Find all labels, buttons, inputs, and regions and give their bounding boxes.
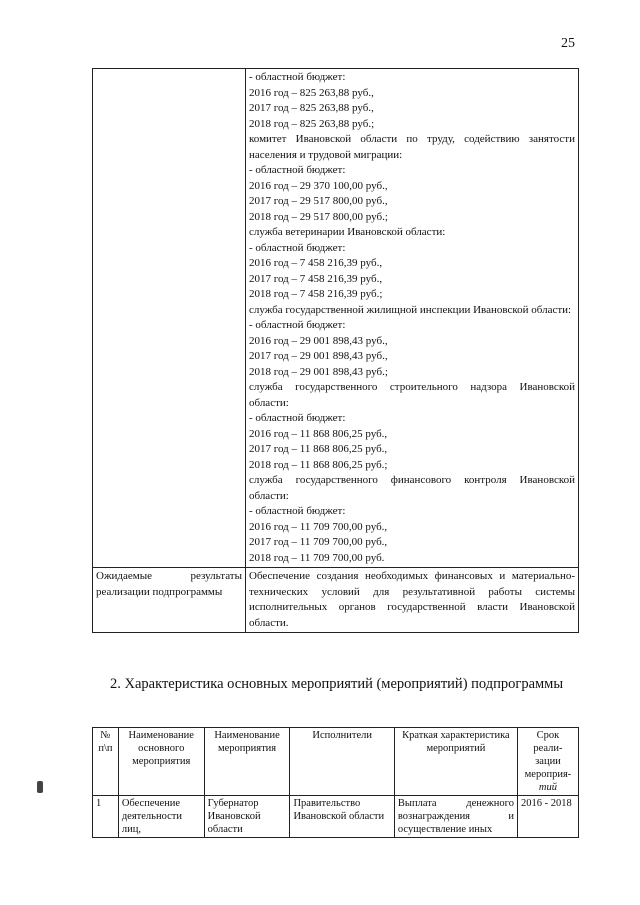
measures-table [92,727,579,838]
funding-line: - областной бюджет: [249,241,346,254]
header-term [517,728,578,796]
funding-line: 2017 год – 29 517 800,00 руб., [249,195,388,207]
header-description: Краткая характеристика мероприятий [394,728,517,796]
funding-line: - областной бюджет: [249,505,346,517]
funding-line: 2018 год – 7 458 216,39 руб.; [249,288,383,300]
funding-line: 2018 год – 11 709 700,00 руб. [249,551,385,564]
row-description: Выплата денежного вознаграждения и осуществление иных [394,796,517,838]
table-row [93,796,579,838]
scan-mark [37,781,43,793]
funding-line: - областной бюджет: [249,71,346,83]
header-num: № п\п [93,728,119,796]
results-row [93,568,579,633]
results-text: Обеспечение создания необходимых финансовых и материально-технических условий для результативной работы системы исполнительных органов государственной власти Ивановской области. [246,568,579,633]
funding-line: служба ветеринарии Ивановской области: [249,226,446,238]
results-label: Ожидаемые результаты реализации подпрограммы [93,568,246,633]
row-num: 1 [93,796,119,838]
program-passport-table [92,68,579,633]
funding-line: служба государственного строительного надзора Ивановской области: [249,381,575,409]
funding-line: 2018 год – 29 001 898,43 руб.; [249,365,388,378]
funding-line: 2018 год – 825 263,88 руб.; [249,117,375,130]
funding-label-cell [93,69,246,568]
funding-line: 2016 год – 11 709 700,00 руб., [249,520,388,533]
header-event: Наименование мероприятия [204,728,290,796]
row-executors: Правительство Ивановской области [290,796,394,838]
funding-line: 2017 год – 11 709 700,00 руб., [249,536,388,548]
section-title: 2. Характеристика основных мероприятий (мероприятий) подпрограммы [110,676,564,692]
funding-line: 2017 год – 29 001 898,43 руб., [249,350,388,362]
funding-line: служба государственного финансового контроля Ивановской области: [249,474,575,502]
funding-line: 2016 год – 11 868 806,25 руб., [249,427,388,440]
funding-line: 2017 год – 11 868 806,25 руб., [249,443,388,455]
funding-line: 2017 год – 825 263,88 руб., [249,102,374,114]
funding-row [93,69,579,568]
funding-line: 2016 год – 29 001 898,43 руб., [249,334,388,347]
funding-line: - областной бюджет: [249,319,346,331]
header-executors: Исполнители [290,728,394,796]
row-main-event: Обеспечение деятельности лиц, [118,796,204,838]
funding-line: 2016 год – 29 370 100,00 руб., [249,179,388,192]
row-term: 2016 - 2018 [517,796,578,838]
row-event: Губернатор Ивановской области [204,796,290,838]
funding-text-cell [246,69,579,568]
funding-line: комитет Ивановской области по труду, содействию занятости населения и трудовой миграции: [249,133,575,161]
header-term-suffix: тий [538,782,558,793]
header-main-event: Наименование основного мероприятия [118,728,204,796]
funding-line: 2016 год – 825 263,88 руб., [249,86,374,99]
funding-line: 2018 год – 29 517 800,00 руб.; [249,210,388,223]
funding-line: служба государственной жилищной инспекции Ивановской области: [249,303,572,316]
funding-line: - областной бюджет: [249,412,346,424]
funding-line: 2018 год – 11 868 806,25 руб.; [249,458,388,471]
funding-line: - областной бюджет: [249,164,346,176]
measures-header-row [93,728,579,796]
page-number: 25 [561,36,575,51]
funding-line: 2016 год – 7 458 216,39 руб., [249,257,383,269]
funding-line: 2017 год – 7 458 216,39 руб., [249,272,383,285]
header-term-text: Срок реали-зации мероприя- [524,730,572,780]
